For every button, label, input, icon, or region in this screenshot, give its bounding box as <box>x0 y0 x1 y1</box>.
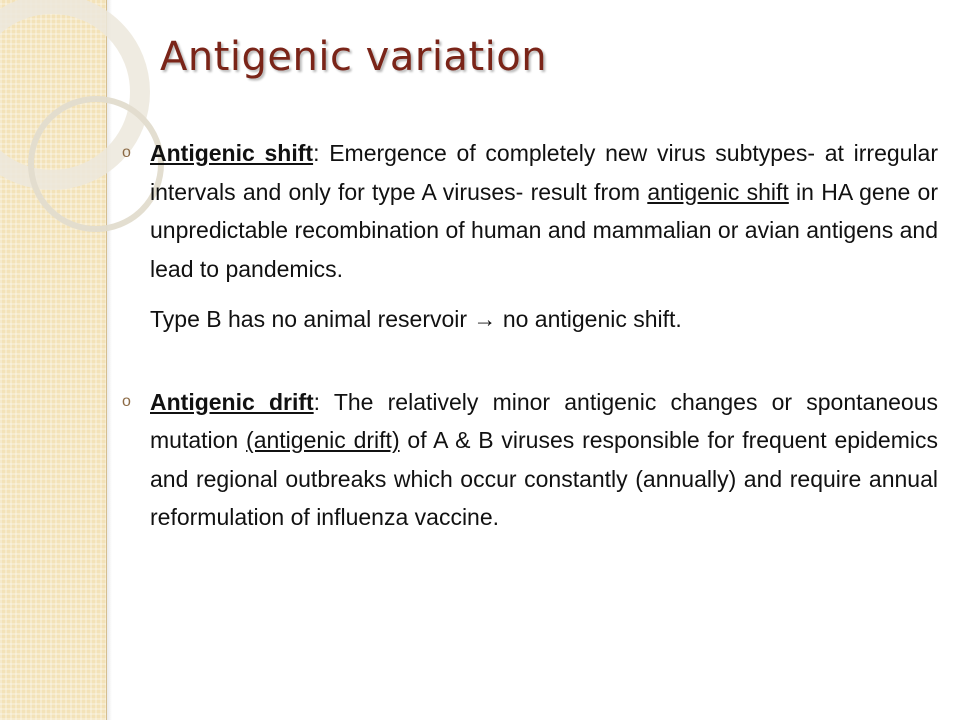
underlined-phrase: antigenic shift <box>647 178 789 205</box>
bullet-antigenic-shift <box>118 134 938 288</box>
spacer <box>118 339 938 383</box>
bullet-antigenic-drift <box>118 383 938 537</box>
term-separator: : <box>313 388 334 415</box>
slide-title: Antigenic variation <box>160 34 548 80</box>
bullet-marker: o <box>122 144 131 161</box>
type-b-note: Type B has no animal reservoir → no antigenic shift. <box>150 306 682 332</box>
bullet-text: of A & B viruses responsible for frequent epidemics and regional outbreaks which occur constantly (annually) and require annual reformulation of influenza vaccine. <box>150 427 938 530</box>
term-antigenic-shift: Antigenic shift <box>150 140 314 166</box>
slide-body <box>118 134 938 537</box>
term-separator: : <box>313 140 330 166</box>
bullet-text: The relatively minor antigenic changes or spontaneous mutation <box>150 388 938 453</box>
bullet-text: in HA gene or unpredictable recombination of human and mammalian or avian antigens and lead to pandemics. <box>150 178 939 282</box>
underlined-phrase: (antigenic drift) <box>246 427 400 453</box>
bullet-marker: o <box>122 392 131 410</box>
term-antigenic-drift: Antigenic drift <box>150 388 314 415</box>
bullet-text: Emergence of completely new virus subtypes- at irregular intervals and only for type A viruses- result from <box>150 140 938 205</box>
